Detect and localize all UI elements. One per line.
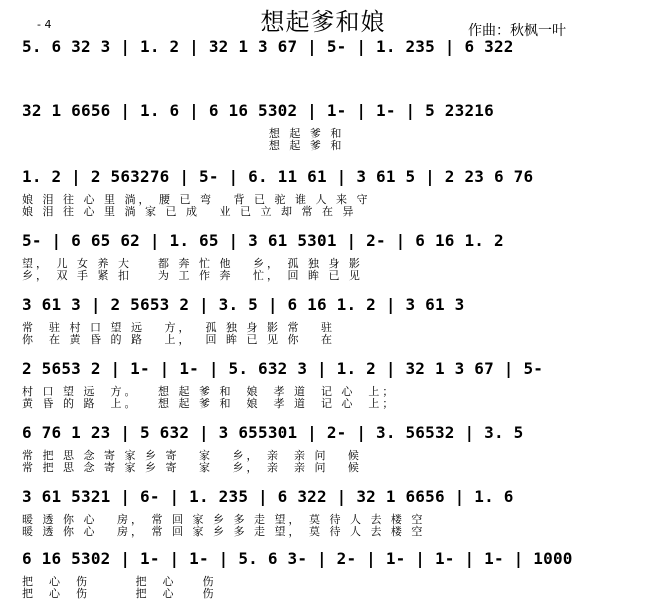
lyric-line-2: 把 心 伤 把 心 伤 bbox=[22, 587, 217, 600]
notation-line: 6 16 5302 | 1- | 1- | 5. 6 3- | 2- | 1- | 1- | 1- | 1000 bbox=[22, 550, 573, 568]
song-title: 想起爹和娘 bbox=[260, 8, 386, 36]
lyric-line-2: 黄 昏 的 路 上。 想 起 爹 和 娘 孝 道 记 心 上； bbox=[22, 397, 397, 410]
score-system-6 bbox=[0, 360, 646, 424]
score-system-2 bbox=[0, 102, 646, 166]
lyric-line-1: 娘 泪 往 心 里 淌， 腰 已 弯 背 已 驼 谁 人 来 守 bbox=[22, 193, 371, 206]
lyric-line-2: 你 在 黄 昏 的 路 上， 回 眸 已 见 你 在 bbox=[22, 333, 335, 346]
lyric-line-1: 把 心 伤 把 心 伤 bbox=[22, 575, 217, 588]
lyric-line-1: 暖 透 你 心 房， 常 回 家 乡 多 走 望， 莫 待 人 去 楼 空 bbox=[22, 513, 426, 526]
lyric-line-2: 想 起 爹 和 bbox=[22, 139, 345, 152]
composer-credit: 作曲：秋枫一叶 bbox=[468, 23, 566, 39]
notation-line: 2 5653 2 | 1- | 1- | 5. 632 3 | 1. 2 | 32 1 3 67 | 5- bbox=[22, 360, 544, 378]
score-system-4 bbox=[0, 232, 646, 296]
score-system-5 bbox=[0, 296, 646, 360]
lyric-line-1: 想 起 爹 和 bbox=[22, 127, 345, 140]
notation-line: 3 61 5321 | 6- | 1. 235 | 6 322 | 32 1 6656 | 1. 6 bbox=[22, 488, 514, 506]
lyric-line-1: 常 驻 村 口 望 远 方， 孤 独 身 影 常 驻 bbox=[22, 321, 335, 334]
header-mark: - 4 bbox=[37, 18, 52, 31]
lyric-line-2: 娘 泪 往 心 里 淌 家 已 成 业 已 立 却 常 在 异 bbox=[22, 205, 357, 218]
lyric-line-2: 乡， 双 手 紧 扣 为 工 作 奔 忙， 回 眸 已 见 bbox=[22, 269, 363, 282]
notation-line: 6 76 1 23 | 5 632 | 3 655301 | 2- | 3. 56532 | 3. 5 bbox=[22, 424, 524, 442]
score-system-3 bbox=[0, 168, 646, 232]
lyric-line-1: 常 把 思 念 寄 家 乡 寄 家 乡， 亲 亲 问 候 bbox=[22, 449, 362, 462]
lyric-line-2: 暖 透 你 心 房， 常 回 家 乡 多 走 望， 莫 待 人 去 楼 空 bbox=[22, 525, 426, 538]
notation-line: 5- | 6 65 62 | 1. 65 | 3 61 5301 | 2- | 6 16 1. 2 bbox=[22, 232, 504, 250]
notation-line: 3 61 3 | 2 5653 2 | 3. 5 | 6 16 1. 2 | 3 61 3 bbox=[22, 296, 465, 314]
score-system-9 bbox=[0, 550, 646, 614]
lyric-line-2: 常 把 思 念 寄 家 乡 寄 家 乡， 亲 亲 问 候 bbox=[22, 461, 362, 474]
notation-line: 1. 2 | 2 563276 | 5- | 6. 11 61 | 3 61 5 | 2 23 6 76 bbox=[22, 168, 534, 186]
lyric-line-1: 望， 儿 女 养 大 都 奔 忙 他 乡， 孤 独 身 影 bbox=[22, 257, 363, 270]
notation-line: 32 1 6656 | 1. 6 | 6 16 5302 | 1- | 1- | 5 23216 bbox=[22, 102, 494, 120]
notation-line: 5. 6 32 3 | 1. 2 | 32 1 3 67 | 5- | 1. 235 | 6 322 bbox=[22, 38, 514, 56]
score-system-7 bbox=[0, 424, 646, 488]
score-system-1 bbox=[0, 38, 646, 102]
lyric-line-1: 村 口 望 远 方。 想 起 爹 和 娘 孝 道 记 心 上； bbox=[22, 385, 397, 398]
score-system-8 bbox=[0, 488, 646, 552]
